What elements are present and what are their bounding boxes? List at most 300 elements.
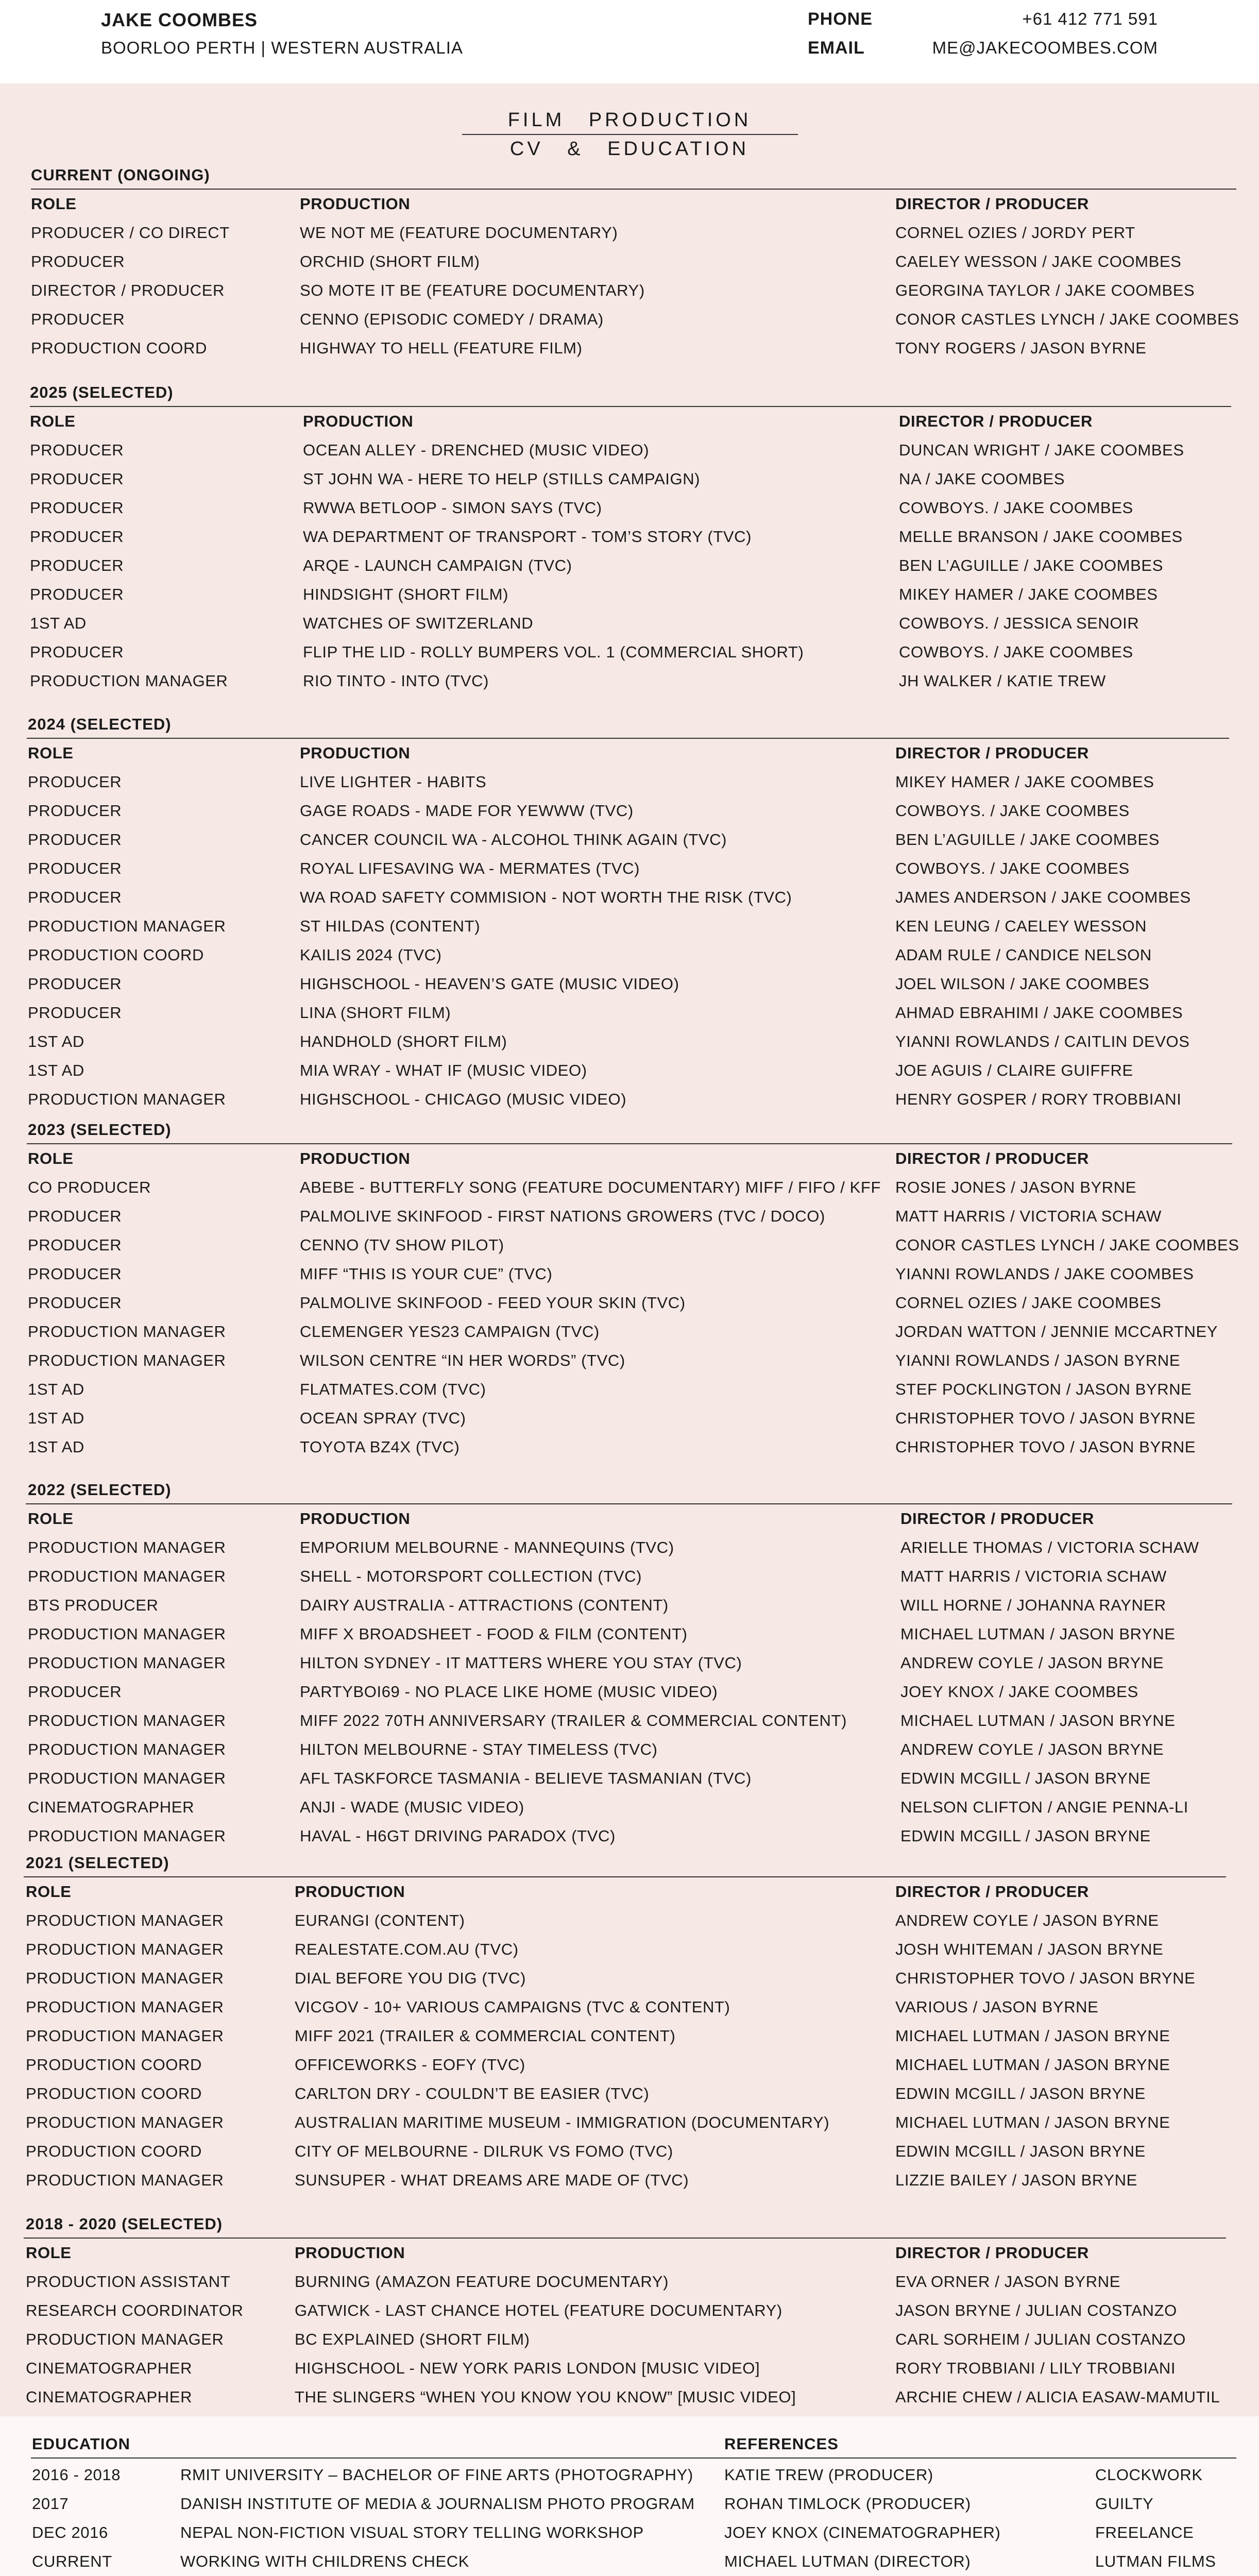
role-cell: PRODUCTION MANAGER [28, 1740, 226, 1758]
director-cell: JOSH WHITEMAN / JASON BRYNE [895, 1940, 1164, 1958]
director-cell: JOEL WILSON / JAKE COOMBES [895, 975, 1150, 993]
role-cell: CINEMATOGRAPHER [26, 2359, 193, 2377]
production-cell: EMPORIUM MELBOURNE - MANNEQUINS (TVC) [300, 1538, 674, 1556]
table-row [0, 1380, 1259, 1409]
director-cell: ADAM RULE / CANDICE NELSON [895, 946, 1152, 964]
section-divider [30, 406, 1231, 407]
table-row [0, 1940, 1259, 1969]
table-row [0, 1061, 1259, 1090]
role-cell: PRODUCTION MANAGER [28, 1090, 226, 1108]
director-column-header: DIRECTOR / PRODUCER [900, 1510, 1094, 1528]
production-cell: ABEBE - BUTTERFLY SONG (FEATURE DOCUMENTARY) MIFF / FIFO / KFF [300, 1178, 881, 1196]
education-row [0, 2466, 1259, 2495]
table-row [0, 339, 1259, 368]
column-header-row [0, 2244, 1259, 2273]
role-cell: PRODUCER [30, 556, 124, 574]
director-cell: ANDREW COYLE / JASON BRYNE [900, 1654, 1164, 1672]
production-column-header: PRODUCTION [300, 1149, 411, 1167]
table-row [0, 1004, 1259, 1032]
education-date: 2016 - 2018 [32, 2466, 121, 2484]
role-cell: PRODUCER [28, 1207, 122, 1225]
director-cell: EDWIN MCGILL / JASON BRYNE [900, 1827, 1151, 1845]
section-heading: 2022 (SELECTED) [28, 1481, 172, 1499]
director-column-header: DIRECTOR / PRODUCER [899, 412, 1093, 430]
table-row [0, 2388, 1259, 2417]
director-cell: MICHAEL LUTMAN / JASON BRYNE [895, 2027, 1170, 2045]
production-cell: HANDHOLD (SHORT FILM) [300, 1032, 507, 1050]
role-cell: PRODUCTION MANAGER [28, 1625, 226, 1643]
director-column-header: DIRECTOR / PRODUCER [895, 1883, 1089, 1901]
reference-name: KATIE TREW (PRODUCER) [724, 2466, 933, 2484]
table-row [0, 1323, 1259, 1351]
role-cell: PRODUCER [31, 252, 125, 270]
director-cell: CHRISTOPHER TOVO / JASON BYRNE [895, 1409, 1196, 1427]
table-row [0, 888, 1259, 917]
role-cell: PRODUCTION MANAGER [26, 2113, 224, 2131]
director-cell: WILL HORNE / JOHANNA RAYNER [900, 1596, 1166, 1614]
education-course: NEPAL NON-FICTION VISUAL STORY TELLING WORKSHOP [180, 2523, 644, 2541]
table-row [0, 975, 1259, 1004]
role-cell: PRODUCTION COORD [26, 2056, 202, 2074]
reference-company: FREELANCE [1095, 2523, 1194, 2541]
production-cell: HIGHSCHOOL - NEW YORK PARIS LONDON [MUSIC VIDEO] [295, 2359, 760, 2377]
table-row [0, 585, 1259, 614]
role-cell: PRODUCER [30, 441, 124, 459]
role-cell: DIRECTOR / PRODUCER [31, 281, 225, 299]
table-row [0, 831, 1259, 859]
role-cell: PRODUCTION MANAGER [26, 2171, 224, 2189]
table-row [0, 1032, 1259, 1061]
director-cell: COWBOYS. / JESSICA SENOIR [899, 614, 1139, 632]
email-label: EMAIL [808, 38, 865, 58]
director-cell: CORNEL OZIES / JORDY PERT [895, 224, 1135, 242]
production-cell: LINA (SHORT FILM) [300, 1004, 451, 1022]
table-row [0, 1438, 1259, 1467]
section-heading: 2021 (SELECTED) [26, 1854, 169, 1872]
education-course: RMIT UNIVERSITY – BACHELOR OF FINE ARTS (PHOTOGRAPHY) [180, 2466, 693, 2484]
role-cell: PRODUCER [30, 585, 124, 603]
table-row [0, 310, 1259, 339]
production-cell: GAGE ROADS - MADE FOR YEWWW (TVC) [300, 802, 634, 820]
table-row [0, 1654, 1259, 1683]
role-cell: PRODUCER [28, 1236, 122, 1254]
production-column-header: PRODUCTION [300, 744, 411, 762]
role-column-header: ROLE [31, 195, 77, 213]
education-row [0, 2495, 1259, 2523]
title-line-1: FILM PRODUCTION [507, 109, 752, 131]
director-cell: BEN L’AGUILLE / JAKE COOMBES [895, 831, 1160, 849]
table-row [0, 2113, 1259, 2142]
table-row [0, 1294, 1259, 1323]
production-cell: MIFF X BROADSHEET - FOOD & FILM (CONTENT) [300, 1625, 688, 1643]
director-cell: MICHAEL LUTMAN / JASON BRYNE [900, 1711, 1176, 1730]
table-row [0, 1711, 1259, 1740]
production-cell: HIGHWAY TO HELL (FEATURE FILM) [300, 339, 583, 357]
production-cell: CENNO (TV SHOW PILOT) [300, 1236, 504, 1254]
table-row [0, 2084, 1259, 2113]
director-column-header: DIRECTOR / PRODUCER [895, 744, 1089, 762]
director-cell: BEN L’AGUILLE / JAKE COOMBES [899, 556, 1163, 574]
director-cell: MIKEY HAMER / JAKE COOMBES [899, 585, 1158, 603]
director-cell: MICHAEL LUTMAN / JASON BRYNE [900, 1625, 1176, 1643]
production-cell: GATWICK - LAST CHANCE HOTEL (FEATURE DOCUMENTARY) [295, 2301, 782, 2319]
table-row [0, 917, 1259, 946]
production-cell: HAVAL - H6GT DRIVING PARADOX (TVC) [300, 1827, 616, 1845]
phone-label: PHONE [808, 9, 873, 29]
education-course: WORKING WITH CHILDRENS CHECK [180, 2552, 470, 2570]
production-column-header: PRODUCTION [295, 2244, 405, 2262]
table-row [0, 1409, 1259, 1438]
director-cell: CORNEL OZIES / JAKE COOMBES [895, 1294, 1162, 1312]
table-row [0, 528, 1259, 556]
director-cell: YIANNI ROWLANDS / JASON BYRNE [895, 1351, 1181, 1369]
director-cell: EVA ORNER / JASON BYRNE [895, 2273, 1120, 2291]
column-header-row [0, 195, 1259, 224]
production-cell: ORCHID (SHORT FILM) [300, 252, 480, 270]
footer-divider [31, 2458, 1236, 2459]
role-column-header: ROLE [26, 1883, 72, 1901]
table-row [0, 2142, 1259, 2171]
director-cell: CHRISTOPHER TOVO / JASON BRYNE [895, 1969, 1196, 1987]
production-cell: FLATMATES.COM (TVC) [300, 1380, 486, 1398]
director-column-header: DIRECTOR / PRODUCER [895, 195, 1089, 213]
column-header-row [0, 744, 1259, 773]
role-cell: PRODUCER [30, 470, 124, 488]
table-row [0, 2273, 1259, 2301]
section-heading: 2018 - 2020 (SELECTED) [26, 2215, 223, 2233]
production-cell: OFFICEWORKS - EOFY (TVC) [295, 2056, 525, 2074]
production-cell: WA ROAD SAFETY COMMISION - NOT WORTH THE RISK (TVC) [300, 888, 792, 906]
director-cell: CONOR CASTLES LYNCH / JAKE COOMBES [895, 1236, 1239, 1254]
production-cell: DAIRY AUSTRALIA - ATTRACTIONS (CONTENT) [300, 1596, 669, 1614]
contact-header [0, 0, 1259, 83]
role-cell: PRODUCTION ASSISTANT [26, 2273, 231, 2291]
title-divider [462, 134, 798, 135]
table-row [0, 2301, 1259, 2330]
production-cell: CITY OF MELBOURNE - DILRUK VS FOMO (TVC) [295, 2142, 673, 2160]
table-row [0, 441, 1259, 470]
director-cell: EDWIN MCGILL / JASON BRYNE [900, 1769, 1151, 1787]
production-cell: AFL TASKFORCE TASMANIA - BELIEVE TASMANIAN (TVC) [300, 1769, 752, 1787]
director-cell: TONY ROGERS / JASON BYRNE [895, 339, 1147, 357]
role-cell: 1ST AD [28, 1032, 84, 1050]
reference-company: GUILTY [1095, 2495, 1154, 2513]
section-heading: CURRENT (ONGOING) [31, 166, 210, 184]
director-cell: CHRISTOPHER TOVO / JASON BYRNE [895, 1438, 1196, 1456]
role-cell: PRODUCTION MANAGER [26, 1940, 224, 1958]
references-heading: REFERENCES [724, 2435, 839, 2453]
production-cell: OCEAN SPRAY (TVC) [300, 1409, 466, 1427]
director-cell: DUNCAN WRIGHT / JAKE COOMBES [899, 441, 1184, 459]
education-row [0, 2523, 1259, 2552]
role-cell: PRODUCTION MANAGER [28, 1323, 226, 1341]
email-value[interactable]: ME@JAKECOOMBES.COM [932, 38, 1158, 57]
director-cell: ANDREW COYLE / JASON BYRNE [895, 1911, 1159, 1929]
table-row [0, 1969, 1259, 1998]
production-cell: HILTON SYDNEY - IT MATTERS WHERE YOU STAY (TVC) [300, 1654, 742, 1672]
table-row [0, 252, 1259, 281]
table-row [0, 1090, 1259, 1119]
production-cell: MIFF 2022 70TH ANNIVERSARY (TRAILER & COMMERCIAL CONTENT) [300, 1711, 847, 1730]
section-divider [24, 1876, 1226, 1877]
role-cell: PRODUCTION COORD [31, 339, 207, 357]
person-name: JAKE COOMBES [101, 9, 258, 30]
director-cell: JOE AGUIS / CLAIRE GUIFFRE [895, 1061, 1133, 1079]
table-row [0, 1538, 1259, 1567]
director-cell: GEORGINA TAYLOR / JAKE COOMBES [895, 281, 1195, 299]
production-cell: HIGHSCHOOL - CHICAGO (MUSIC VIDEO) [300, 1090, 627, 1108]
director-cell: LIZZIE BAILEY / JASON BRYNE [895, 2171, 1137, 2189]
table-row [0, 1683, 1259, 1711]
production-column-header: PRODUCTION [300, 1510, 411, 1528]
director-cell: MIKEY HAMER / JAKE COOMBES [895, 773, 1154, 791]
section-divider [27, 1143, 1232, 1144]
role-cell: PRODUCER [31, 310, 125, 328]
production-cell: PALMOLIVE SKINFOOD - FIRST NATIONS GROWERS (TVC / DOCO) [300, 1207, 825, 1225]
table-row [0, 2027, 1259, 2056]
table-row [0, 1351, 1259, 1380]
phone-value[interactable]: +61 412 771 591 [1022, 9, 1158, 28]
education-date: 2017 [32, 2495, 69, 2513]
role-cell: PRODUCTION MANAGER [28, 1769, 226, 1787]
director-cell: CONOR CASTLES LYNCH / JAKE COOMBES [895, 310, 1239, 328]
director-cell: MICHAEL LUTMAN / JASON BRYNE [895, 2056, 1170, 2074]
table-row [0, 2056, 1259, 2084]
production-column-header: PRODUCTION [303, 412, 414, 430]
reference-name: MICHAEL LUTMAN (DIRECTOR) [724, 2552, 971, 2570]
reference-name: JOEY KNOX (CINEMATOGRAPHER) [724, 2523, 1001, 2541]
table-row [0, 1265, 1259, 1294]
director-cell: HENRY GOSPER / RORY TROBBIANI [895, 1090, 1182, 1108]
director-cell: MICHAEL LUTMAN / JASON BRYNE [895, 2113, 1170, 2131]
role-cell: PRODUCER [28, 1265, 122, 1283]
role-cell: PRODUCER [28, 802, 122, 820]
role-cell: PRODUCTION MANAGER [26, 1911, 224, 1929]
table-row [0, 802, 1259, 831]
production-cell: WA DEPARTMENT OF TRANSPORT - TOM’S STORY (TVC) [303, 528, 752, 546]
director-cell: EDWIN MCGILL / JASON BRYNE [895, 2142, 1146, 2160]
production-cell: AUSTRALIAN MARITIME MUSEUM - IMMIGRATION (DOCUMENTARY) [295, 2113, 830, 2131]
role-cell: CINEMATOGRAPHER [26, 2388, 193, 2406]
table-row [0, 1769, 1259, 1798]
role-cell: PRODUCER [28, 975, 122, 993]
production-cell: ST HILDAS (CONTENT) [300, 917, 481, 935]
person-location: BOORLOO PERTH | WESTERN AUSTRALIA [101, 38, 463, 57]
production-cell: SO MOTE IT BE (FEATURE DOCUMENTARY) [300, 281, 645, 299]
role-cell: PRODUCTION MANAGER [26, 1969, 224, 1987]
column-header-row [0, 1883, 1259, 1911]
role-column-header: ROLE [28, 1149, 74, 1167]
role-cell: 1ST AD [28, 1409, 84, 1427]
role-cell: PRODUCTION MANAGER [28, 917, 226, 935]
table-row [0, 946, 1259, 975]
production-cell: TOYOTA BZ4X (TVC) [300, 1438, 460, 1456]
director-cell: COWBOYS. / JAKE COOMBES [895, 859, 1130, 877]
production-cell: HINDSIGHT (SHORT FILM) [303, 585, 509, 603]
director-cell: NA / JAKE COOMBES [899, 470, 1065, 488]
role-cell: PRODUCTION MANAGER [28, 1351, 226, 1369]
reference-name: ROHAN TIMLOCK (PRODUCER) [724, 2495, 971, 2513]
production-cell: CLEMENGER YES23 CAMPAIGN (TVC) [300, 1323, 600, 1341]
director-cell: JASON BRYNE / JULIAN COSTANZO [895, 2301, 1177, 2319]
role-cell: PRODUCTION COORD [26, 2084, 202, 2103]
education-row [0, 2552, 1259, 2576]
role-cell: 1ST AD [28, 1061, 84, 1079]
director-cell: COWBOYS. / JAKE COOMBES [899, 643, 1133, 661]
table-row [0, 1911, 1259, 1940]
director-column-header: DIRECTOR / PRODUCER [895, 1149, 1089, 1167]
table-row [0, 672, 1259, 701]
director-cell: CARL SORHEIM / JULIAN COSTANZO [895, 2330, 1186, 2348]
production-column-header: PRODUCTION [300, 195, 411, 213]
role-cell: CO PRODUCER [28, 1178, 151, 1196]
role-cell: PRODUCTION MANAGER [28, 1567, 226, 1585]
director-cell: ARCHIE CHEW / ALICIA EASAW-MAMUTIL [895, 2388, 1220, 2406]
director-cell: JOEY KNOX / JAKE COOMBES [900, 1683, 1138, 1701]
director-cell: VARIOUS / JASON BYRNE [895, 1998, 1099, 2016]
education-date: DEC 2016 [32, 2523, 108, 2541]
table-row [0, 1236, 1259, 1265]
production-cell: WATCHES OF SWITZERLAND [303, 614, 534, 632]
production-cell: RWWA BETLOOP - SIMON SAYS (TVC) [303, 499, 602, 517]
section-divider [31, 189, 1236, 190]
role-cell: 1ST AD [28, 1380, 84, 1398]
role-cell: PRODUCER [28, 1004, 122, 1022]
role-column-header: ROLE [28, 744, 74, 762]
production-cell: ARQE - LAUNCH CAMPAIGN (TVC) [303, 556, 572, 574]
role-cell: PRODUCER [28, 888, 122, 906]
production-cell: ROYAL LIFESAVING WA - MERMATES (TVC) [300, 859, 640, 877]
column-header-row [0, 1510, 1259, 1538]
title-line-2: CV & EDUCATION [509, 138, 750, 160]
role-column-header: ROLE [26, 2244, 72, 2262]
production-cell: HIGHSCHOOL - HEAVEN’S GATE (MUSIC VIDEO) [300, 975, 679, 993]
production-cell: KAILIS 2024 (TVC) [300, 946, 442, 964]
table-row [0, 1827, 1259, 1856]
section-divider [24, 2238, 1226, 2239]
director-cell: NELSON CLIFTON / ANGIE PENNA-LI [900, 1798, 1188, 1816]
production-cell: SHELL - MOTORSPORT COLLECTION (TVC) [300, 1567, 642, 1585]
table-row [0, 643, 1259, 672]
director-cell: JORDAN WATTON / JENNIE MCCARTNEY [895, 1323, 1218, 1341]
role-cell: PRODUCER [28, 1683, 122, 1701]
role-cell: CINEMATOGRAPHER [28, 1798, 195, 1816]
director-cell: CAELEY WESSON / JAKE COOMBES [895, 252, 1182, 270]
director-cell: COWBOYS. / JAKE COOMBES [895, 802, 1130, 820]
director-cell: ROSIE JONES / JASON BYRNE [895, 1178, 1137, 1196]
production-cell: WILSON CENTRE “IN HER WORDS” (TVC) [300, 1351, 625, 1369]
column-header-row [0, 412, 1259, 441]
director-cell: JH WALKER / KATIE TREW [899, 672, 1106, 690]
table-row [0, 499, 1259, 528]
director-cell: EDWIN MCGILL / JASON BRYNE [895, 2084, 1146, 2103]
director-cell: MELLE BRANSON / JAKE COOMBES [899, 528, 1183, 546]
director-cell: KEN LEUNG / CAELEY WESSON [895, 917, 1147, 935]
role-cell: PRODUCER [30, 528, 124, 546]
role-cell: PRODUCTION MANAGER [28, 1827, 226, 1845]
table-row [0, 556, 1259, 585]
role-cell: PRODUCTION MANAGER [28, 1654, 226, 1672]
column-header-row [0, 1149, 1259, 1178]
production-cell: CANCER COUNCIL WA - ALCOHOL THINK AGAIN (TVC) [300, 831, 727, 849]
table-row [0, 1625, 1259, 1654]
role-cell: PRODUCER [28, 773, 122, 791]
production-column-header: PRODUCTION [295, 1883, 405, 1901]
role-cell: PRODUCTION MANAGER [26, 1998, 224, 2016]
production-cell: ST JOHN WA - HERE TO HELP (STILLS CAMPAIGN) [303, 470, 701, 488]
reference-company: LUTMAN FILMS [1095, 2552, 1216, 2570]
director-cell: MATT HARRIS / VICTORIA SCHAW [900, 1567, 1167, 1585]
table-row [0, 859, 1259, 888]
role-cell: PRODUCER [30, 643, 124, 661]
table-row [0, 470, 1259, 499]
table-row [0, 2359, 1259, 2388]
director-cell: AHMAD EBRAHIMI / JAKE COOMBES [895, 1004, 1183, 1022]
education-heading: EDUCATION [32, 2435, 130, 2453]
cv-main [0, 83, 1259, 2416]
role-cell: PRODUCTION MANAGER [30, 672, 228, 690]
role-cell: PRODUCTION MANAGER [28, 1538, 226, 1556]
table-row [0, 2330, 1259, 2359]
table-row [0, 773, 1259, 802]
table-row [0, 224, 1259, 252]
role-cell: PRODUCER [28, 859, 122, 877]
director-cell: ARIELLE THOMAS / VICTORIA SCHAW [900, 1538, 1199, 1556]
production-cell: BURNING (AMAZON FEATURE DOCUMENTARY) [295, 2273, 669, 2291]
production-cell: PARTYBOI69 - NO PLACE LIKE HOME (MUSIC VIDEO) [300, 1683, 718, 1701]
production-cell: CENNO (EPISODIC COMEDY / DRAMA) [300, 310, 604, 328]
production-cell: EURANGI (CONTENT) [295, 1911, 465, 1929]
table-row [0, 614, 1259, 643]
director-cell: MATT HARRIS / VICTORIA SCHAW [895, 1207, 1162, 1225]
production-cell: CARLTON DRY - COULDN’T BE EASIER (TVC) [295, 2084, 650, 2103]
table-row [0, 2171, 1259, 2200]
production-cell: LIVE LIGHTER - HABITS [300, 773, 487, 791]
reference-company: CLOCKWORK [1095, 2466, 1203, 2484]
production-cell: MIA WRAY - WHAT IF (MUSIC VIDEO) [300, 1061, 587, 1079]
table-row [0, 1998, 1259, 2027]
section-heading: 2025 (SELECTED) [30, 383, 174, 401]
role-cell: RESEARCH COORDINATOR [26, 2301, 244, 2319]
role-cell: PRODUCER [30, 499, 124, 517]
role-cell: PRODUCER / CO DIRECT [31, 224, 230, 242]
role-cell: PRODUCTION COORD [28, 946, 204, 964]
production-cell: OCEAN ALLEY - DRENCHED (MUSIC VIDEO) [303, 441, 650, 459]
table-row [0, 1178, 1259, 1207]
role-cell: PRODUCER [28, 831, 122, 849]
director-cell: YIANNI ROWLANDS / JAKE COOMBES [895, 1265, 1194, 1283]
production-cell: MIFF “THIS IS YOUR CUE” (TVC) [300, 1265, 553, 1283]
section-divider [26, 1503, 1232, 1504]
role-cell: PRODUCTION MANAGER [26, 2027, 224, 2045]
role-cell: PRODUCTION MANAGER [28, 1711, 226, 1730]
director-cell: COWBOYS. / JAKE COOMBES [899, 499, 1133, 517]
production-cell: PALMOLIVE SKINFOOD - FEED YOUR SKIN (TVC) [300, 1294, 686, 1312]
director-cell: YIANNI ROWLANDS / CAITLIN DEVOS [895, 1032, 1190, 1050]
role-column-header: ROLE [28, 1510, 74, 1528]
table-row [0, 1798, 1259, 1827]
director-cell: STEF POCKLINGTON / JASON BYRNE [895, 1380, 1192, 1398]
director-cell: ANDREW COYLE / JASON BRYNE [900, 1740, 1164, 1758]
education-references-footer [0, 2416, 1259, 2576]
production-cell: VICGOV - 10+ VARIOUS CAMPAIGNS (TVC & CONTENT) [295, 1998, 730, 2016]
role-cell: 1ST AD [28, 1438, 84, 1456]
table-row [0, 1740, 1259, 1769]
production-cell: WE NOT ME (FEATURE DOCUMENTARY) [300, 224, 618, 242]
section-heading: 2023 (SELECTED) [28, 1121, 172, 1139]
director-cell: JAMES ANDERSON / JAKE COOMBES [895, 888, 1191, 906]
role-cell: PRODUCTION MANAGER [26, 2330, 224, 2348]
